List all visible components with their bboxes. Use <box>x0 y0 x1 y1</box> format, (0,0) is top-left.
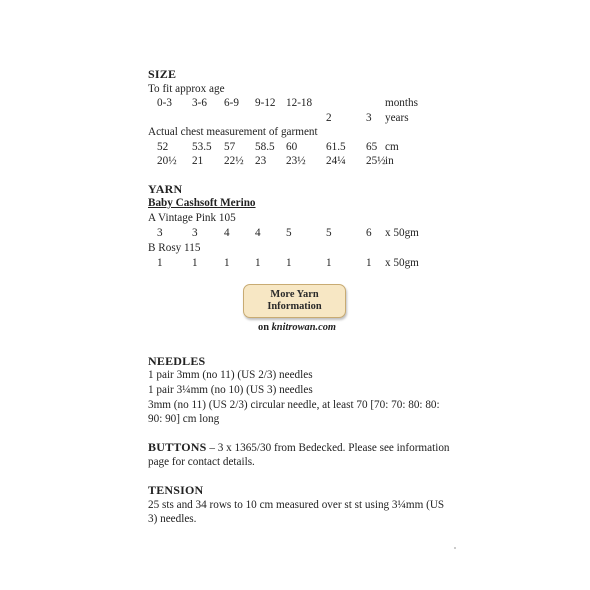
size-cell: 52 <box>157 141 169 153</box>
buttons-line-2: page for contact details. <box>148 456 255 468</box>
size-cell: 23 <box>255 155 267 167</box>
size-cell: 4 <box>255 227 261 239</box>
yarn-heading: YARN <box>148 182 183 196</box>
size-cell: 3-6 <box>192 97 207 109</box>
needles-line-2: 1 pair 3¼mm (no 10) (US 3) needles <box>148 384 313 396</box>
yarn-name: Baby Cashsoft Merino <box>148 197 256 209</box>
size-cell: 1 <box>224 257 230 269</box>
size-heading: SIZE <box>148 67 177 81</box>
size-cell: 22½ <box>224 155 244 167</box>
site-link[interactable] <box>258 321 336 334</box>
size-cell: 0-3 <box>157 97 172 109</box>
unit-cell: x 50gm <box>385 227 419 239</box>
size-cell: 23½ <box>286 155 306 167</box>
yarn-b-label: B Rosy 115 <box>148 242 201 254</box>
needles-line-1: 1 pair 3mm (no 11) (US 2/3) needles <box>148 369 313 381</box>
size-cell: 1 <box>326 257 332 269</box>
chest-label: Actual chest measurement of garment <box>148 126 318 138</box>
needles-line-3: 3mm (no 11) (US 2/3) circular needle, at least 70 [70: 70: 80: 80: <box>148 399 440 411</box>
size-cell: 6-9 <box>224 97 239 109</box>
size-cell: 3 <box>157 227 163 239</box>
size-cell: 24¼ <box>326 155 346 167</box>
size-cell: 20½ <box>157 155 177 167</box>
size-cell: 57 <box>224 141 236 153</box>
size-cell: 58.5 <box>255 141 275 153</box>
size-cell: 1 <box>286 257 292 269</box>
size-cell: 1 <box>192 257 198 269</box>
unit-cell: x 50gm <box>385 257 419 269</box>
unit-cell: months <box>385 97 418 109</box>
size-cell: 4 <box>224 227 230 239</box>
unit-cell: cm <box>385 141 399 153</box>
age-label: To fit approx age <box>148 83 225 95</box>
size-cell: 60 <box>286 141 298 153</box>
needles-heading: NEEDLES <box>148 354 206 368</box>
size-cell: 1 <box>255 257 261 269</box>
size-cell: 5 <box>326 227 332 239</box>
buttons-line-1 <box>148 441 450 455</box>
more-yarn-information-button[interactable] <box>243 284 346 318</box>
size-cell: 9-12 <box>255 97 276 109</box>
yarn-a-label: A Vintage Pink 105 <box>148 212 236 224</box>
size-cell: 12-18 <box>286 97 313 109</box>
buttons-heading: BUTTONS <box>148 440 207 454</box>
size-cell: 61.5 <box>326 141 346 153</box>
unit-cell: years <box>385 112 409 124</box>
size-cell: 6 <box>366 227 372 239</box>
needles-line-4: 90: 90] cm long <box>148 413 220 425</box>
on-text: on <box>258 322 269 333</box>
site-url: knitrowan.com <box>271 322 336 333</box>
size-cell: 53.5 <box>192 141 212 153</box>
size-cell: 1 <box>157 257 163 269</box>
size-cell: 2 <box>326 112 332 124</box>
size-cell: 65 <box>366 141 378 153</box>
page-mark <box>454 547 456 549</box>
size-cell: 3 <box>366 112 372 124</box>
unit-cell: in <box>385 155 394 167</box>
size-cell: 1 <box>366 257 372 269</box>
tension-line-1: 25 sts and 34 rows to 10 cm measured over st st using 3¼mm (US <box>148 499 445 511</box>
size-cell: 5 <box>286 227 292 239</box>
button-line-2: Information <box>267 301 322 312</box>
size-cell: 21 <box>192 155 204 167</box>
size-cell: 3 <box>192 227 198 239</box>
tension-line-2: 3) needles. <box>148 513 197 525</box>
button-line-1: More Yarn <box>270 289 319 300</box>
buttons-text-1: – 3 x 1365/30 from Bedecked. Please see information <box>206 442 450 454</box>
tension-heading: TENSION <box>148 483 204 497</box>
size-cell: 25½ <box>366 155 386 167</box>
